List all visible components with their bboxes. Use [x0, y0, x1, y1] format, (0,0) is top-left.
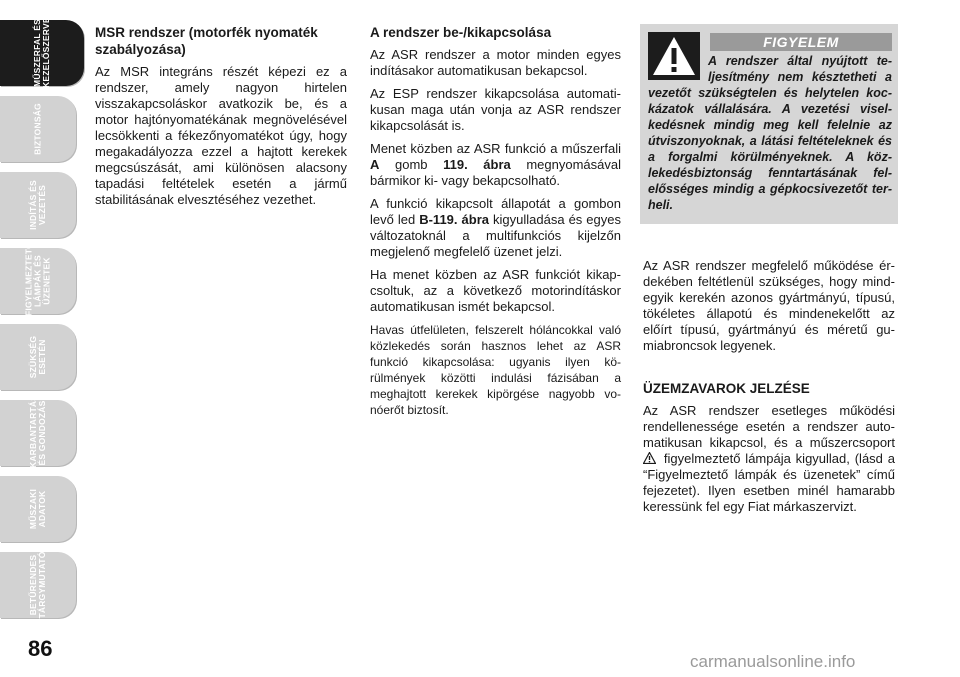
tab-label: KARBANTARTÁS ÉS GONDOZÁS [28, 394, 47, 468]
warning-title: FIGYELEM [710, 33, 892, 51]
section-heading-msr: MSR rendszer (motorfék nyomaték szabályozása) [95, 25, 318, 57]
warning-text: A rendszer által nyújtott teljesítmény nem késztetheti a vezetőt szükségtelen és helytelen kockázatok vállalására. A vezetési viselkedésnek mindig meg kell felelnie az útviszonyoknak, a látási feltételeknek és a forgalmi körülményeknek. A közlekedésbiztonság fenntartásának felelősséges mindig a gépkocsivezetőt terheli. [648, 54, 892, 212]
paragraph: Az ASR rendszer a motor minden egyes indításakor automatikusan bekapcsol. [370, 47, 621, 78]
tab-biztonsag[interactable] [0, 96, 76, 162]
tab-karbantartas[interactable] [0, 394, 76, 468]
paragraph [370, 141, 621, 189]
text-run: A funkció kikapcsolt állapotát a gombon levő led [370, 196, 621, 227]
warning-box [640, 24, 898, 224]
page-number: 86 [28, 636, 53, 661]
paragraph: Az ESP rendszer kikapcsolása automatikusan maga után vonja az ASR rendszer kikapcsolását is. [370, 86, 621, 133]
tab-label: SZÜKSÉG ESETÉN [28, 335, 47, 379]
section-heading-faults: ÜZEMZAVAROK JELZÉSE [643, 381, 810, 396]
figure-ref: B-119. ábra [419, 212, 489, 227]
tab-label: BETŰRENDES TÁRGYMUTATÓ [28, 551, 47, 619]
paragraph [370, 196, 621, 260]
column-asr-faults [643, 258, 895, 522]
paragraph: Havas útfelületen, felszerelt hóláncokkal való közlekedés során hasznos lehet az ASR funkció kikapcsolása: ugyanis ilyen körülmények közötti indulási fázisában a meghajtott kerekek kipörgése nagyobb vonóerőt biztosít. [370, 323, 621, 417]
button-ref-a: A [370, 157, 380, 172]
tab-targymutato[interactable] [0, 552, 76, 618]
warning-lamp-icon [643, 452, 656, 464]
paragraph: Az MSR integráns részét képezi ez a rendszer, amely nagyon hirtelen visszakapcsoláskor avatkozik be, és a motor hajtónyomatékának megnövelésével lecsökkenti a fékezőnyomatékot úgy, hogy megakadályozza ezzel a hajtott kerekek megcsúszását, ami különösen alacsony tapadási feltételek esetén a jármű stabilitásának elvesztéséhez vezethet. [95, 64, 347, 207]
paragraph: Az ASR rendszer megfelelő működése érdekében feltétlenül szükséges, hogy mindegyik kerekén azonos gyártmányú, típusú, tökéletes állapotú és mindenekelőtt az előírt típusú, gyártmányú és méretű gumiabroncsok legyenek. [643, 258, 895, 353]
tab-label: BIZTONSÁG [32, 103, 43, 155]
paragraph: Ha menet közben az ASR funkciót kikapcsoltuk, az a következő motorindításkor automatikusan ismét bekapcsol. [370, 267, 621, 314]
tab-muszaki[interactable] [0, 476, 76, 542]
column-asr-toggle [370, 24, 621, 425]
text-run: megnyomásával bármikor ki- vagy bekapcsolható. [370, 157, 621, 188]
column-msr [95, 24, 347, 215]
text-run: figyelmeztető lámpája kigyullad, (lásd a “Figyelmeztető lámpák és üzenetek” című fejezetet). Ilyen esetben minél hamarabb keressünk fel egy Fiat márkaszervizt. [643, 451, 895, 514]
tab-szukseg[interactable] [0, 324, 76, 390]
section-heading-toggle: A rendszer be-/kikapcsolása [370, 25, 552, 40]
text-run: kigyulladása és egyes változatoknál a multifunkciós kijelzőn megjelenő megfelelő üzenet jelzi. [370, 212, 621, 259]
text-run: gomb [394, 157, 428, 172]
text-run: Menet közben az ASR funkció a műszerfali [370, 141, 621, 156]
tab-label: FIGYELMEZTETŐ LÁMPÁK ÉS ÜZENETEK [23, 242, 52, 316]
tab-inditas[interactable] [0, 172, 76, 238]
tab-label: MŰSZERFAL ÉS KEZELŐSZERVEK [32, 10, 51, 88]
paragraph [643, 403, 895, 515]
tab-figyelmezteto[interactable] [0, 242, 76, 316]
figure-ref: 119. ábra [443, 157, 511, 172]
tab-label: INDÍTÁS ÉS VEZETÉS [28, 180, 47, 230]
tab-label: MŰSZAKI ADATOK [28, 488, 47, 530]
tab-muszerfal[interactable] [0, 10, 84, 88]
watermark: carmanualsonline.info [690, 652, 856, 671]
text-run: Az ASR rendszer esetleges működési rendellenessége esetén a rendszer automatikusan kikapcsol, és a műszercsoport [643, 403, 895, 450]
